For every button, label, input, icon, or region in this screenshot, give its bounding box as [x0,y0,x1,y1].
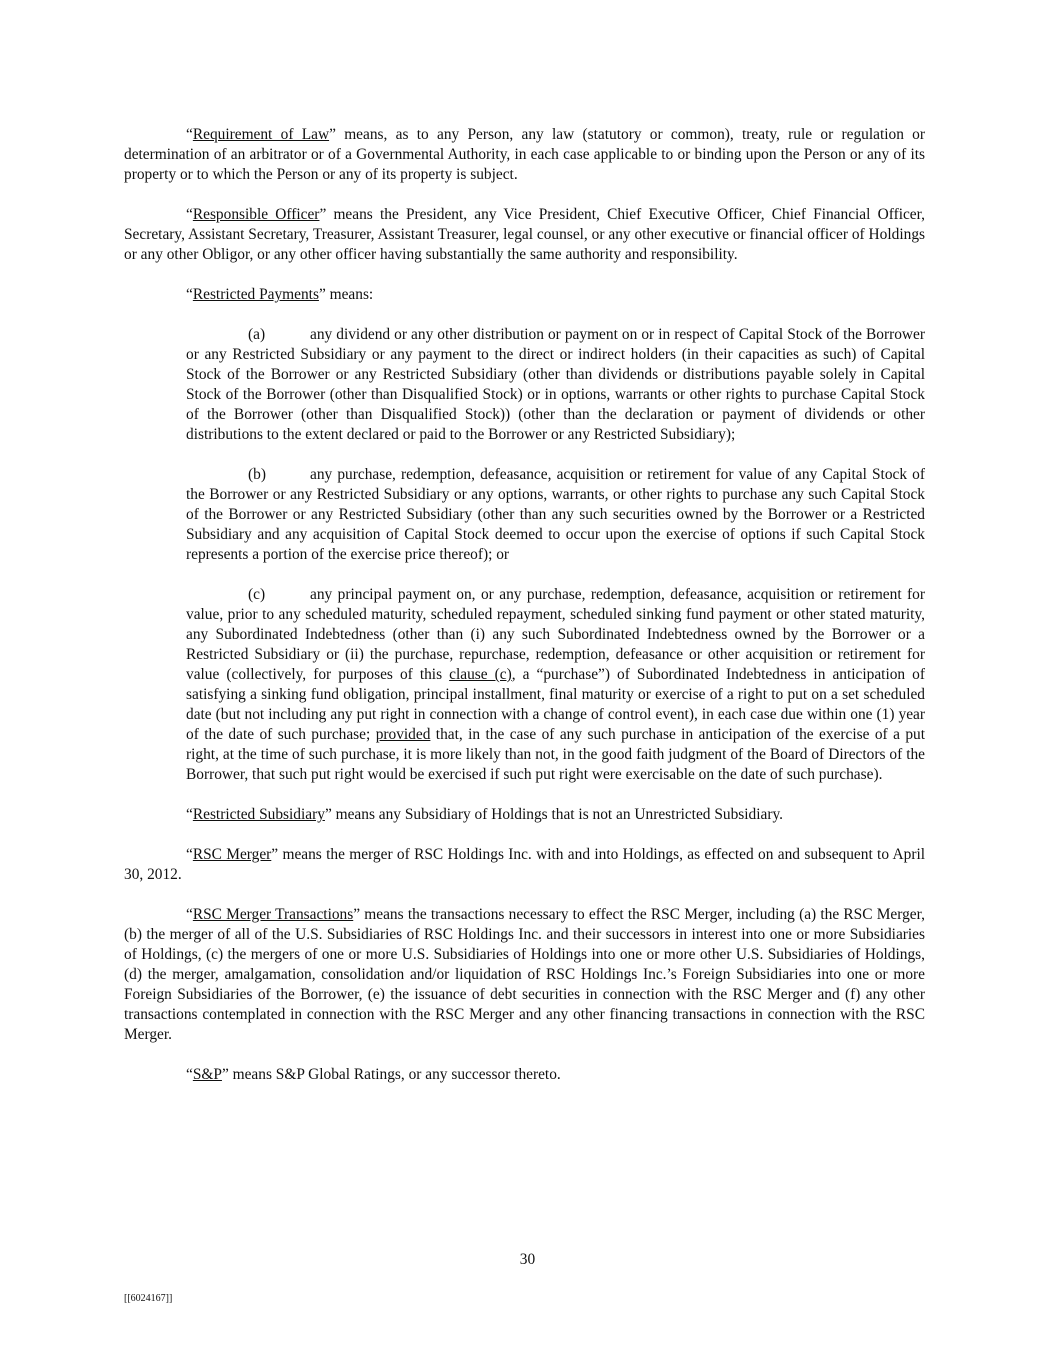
definition-text: ” means any Subsidiary of Holdings that is not an Unrestricted Subsidiary. [324,806,784,823]
definition-text: ” means the President, any Vice President, Chief Executive Officer, Chief Financial Officer, Secretary, Assistant Secretary, Treasurer, Assistant Treasurer, legal counsel, or any other executive or financial officer of Holdings or any other Obligor, or any other officer having substantially the same authority and responsibility. [124,206,925,263]
defined-term: Requirement of Law [192,126,330,143]
clause-label: (a) [248,326,266,343]
definition-rsc-merger-transactions: “RSC Merger Transactions” means the transactions necessary to effect the RSC Merger, including (a) the RSC Merger, (b) the merger of all of the U.S. Subsidiaries of RSC Holdings Inc. and their successors in interest into one or more Subsidiaries of Holdings, (c) the mergers of one or more U.S. Subsidiaries of Holdings into one or more other U.S. Subsidiaries of Holdings, (d) the merger, amalgamation, consolidation and/or liquidation of RSC Holdings Inc.’s Foreign Subsidiaries into one or more Foreign Subsidiaries of the Borrower, (e) the issuance of debt securities in connection with the RSC Merger and (f) any other transactions contemplated in connection with the RSC Merger and any other financing transactions in connection with the RSC Merger. [124,906,925,1043]
clause-label: (b) [248,466,266,483]
defined-term: RSC Merger Transactions [192,906,354,923]
definition-text: ” means the transactions necessary to effect the RSC Merger, including (a) the RSC Merger, (b) the merger of all of the U.S. Subsidiaries of RSC Holdings Inc. and their successors in interest into one or more Subsidiaries of Holdings, (c) the mergers of one or more U.S. Subsidiaries of Holdings into one or more other U.S. Subsidiaries of Holdings, (d) the merger, amalgamation, consolidation and/or liquidation of RSC Holdings Inc.’s Foreign Subsidiaries into one or more Foreign Subsidiaries of the Borrower, (e) the issuance of debt securities in connection with the RSC Merger and (f) any other transactions contemplated in connection with the RSC Merger and any other financing transactions in connection with the RSC Merger. [124,906,925,1043]
clause-text: any purchase, redemption, defeasance, acquisition or retirement for value of any Capital Stock of the Borrower or any Restricted Subsidiary or any options, warrants, or other rights to purchase any such Capital Stock of the Borrower or any Restricted Subsidiary (other than any such securities owned by the Borrower or a Restricted Subsidiary and any acquisition of Capital Stock deemed to occur upon the exercise of options if such Capital Stock represents a portion of the exercise price thereof); or [186,466,925,563]
definition-text: ” means: [318,286,374,303]
clause-text: any dividend or any other distribution or payment on or in respect of Capital Stock of the Borrower or any Restricted Subsidiary or any payment to the direct or indirect holders (in their capacities as such) of Capital Stock of the Borrower or any Restricted Subsidiary (other than dividends or distributions payable solely in Capital Stock of the Borrower (other than Disqualified Stock) or in options, warrants or other rights to purchase Capital Stock of the Borrower (other than Disqualified Stock)) (other than the declaration or payment of dividends or other distributions to the extent declared or paid to the Borrower or any Restricted Subsidiary); [186,326,925,443]
defined-term: S&P [192,1066,222,1083]
defined-term: Restricted Subsidiary [192,806,325,823]
document-body [124,125,925,1105]
clause-text: any principal payment on, or any purchase, redemption, defeasance, acquisition or retirement for value, prior to any scheduled maturity, scheduled repayment, scheduled sinking fund payment or other stated maturity, any Subordinated Indebtedness (other than (i) any such Subordinated Indebtedness owned by the Borrower or a Restricted Subsidiary or (ii) the purchase, repurchase, redemption, defeasance or other acquisition or retirement for value (collectively, for purposes of this [186,586,925,683]
provided-term: provided [375,726,431,743]
clause-c [186,585,925,785]
clause-a [186,325,925,445]
clause-label: (c) [248,586,266,603]
page-number: 30 [519,1251,536,1268]
clause-b [186,465,925,565]
definition-responsible-officer: “Responsible Officer” means the President, any Vice President, Chief Executive Officer, Chief Financial Officer, Secretary, Assistant Secretary, Treasurer, Assistant Treasurer, legal counsel, or any other executive or financial officer of Holdings or any other Obligor, or any other officer having substantially the same authority and responsibility. [124,206,925,263]
definition-rsc-merger: “RSC Merger” means the merger of RSC Holdings Inc. with and into Holdings, as effected on and subsequent to April 30, 2012. [124,846,926,883]
defined-term: Responsible Officer [192,206,320,223]
definition-text: ” means the merger of RSC Holdings Inc. with and into Holdings, as effected on and subsequent to April 30, 2012. [124,846,926,883]
defined-term: Restricted Payments [192,286,319,303]
defined-term: RSC Merger [192,846,272,863]
definition-restricted-subsidiary: “Restricted Subsidiary” means any Subsidiary of Holdings that is not an Unrestricted Subsidiary. [186,806,784,823]
clause-text: that, in the case of any such purchase in anticipation of the exercise of a put right, at the time of such purchase, it is more likely than not, in the good faith judgment of the Board of Directors of the Borrower, that such put right would be exercised if such put right were exercisable on the date of such purchase). [186,726,925,783]
definition-sp: “S&P” means S&P Global Ratings, or any successor thereto. [186,1066,561,1083]
definition-text: ” means S&P Global Ratings, or any successor thereto. [221,1066,561,1083]
clause-text: , a “purchase”) of Subordinated Indebtedness in anticipation of satisfying a sinking fund obligation, principal installment, final maturity or exercise of a right to put on a set scheduled date (but not including any put right in connection with a change of control event), in each case due within one (1) year of the date of such purchase; [186,666,925,743]
document-id: [[6024167]] [124,1293,173,1304]
clause-reference: clause (c) [449,666,512,683]
definition-requirement-of-law: “Requirement of Law” means, as to any Person, any law (statutory or common), treaty, rule or regulation or determination of an arbitrator or of a Governmental Authority, in each case applicable to or binding upon the Person or any of its property or to which the Person or any of its property is subject. [124,126,925,183]
definition-restricted-payments: “Restricted Payments” means: [186,286,374,303]
definition-text: ” means, as to any Person, any law (statutory or common), treaty, rule or regulation or determination of an arbitrator or of a Governmental Authority, in each case applicable to or binding upon the Person or any of its property or to which the Person or any of its property is subject. [124,126,925,183]
